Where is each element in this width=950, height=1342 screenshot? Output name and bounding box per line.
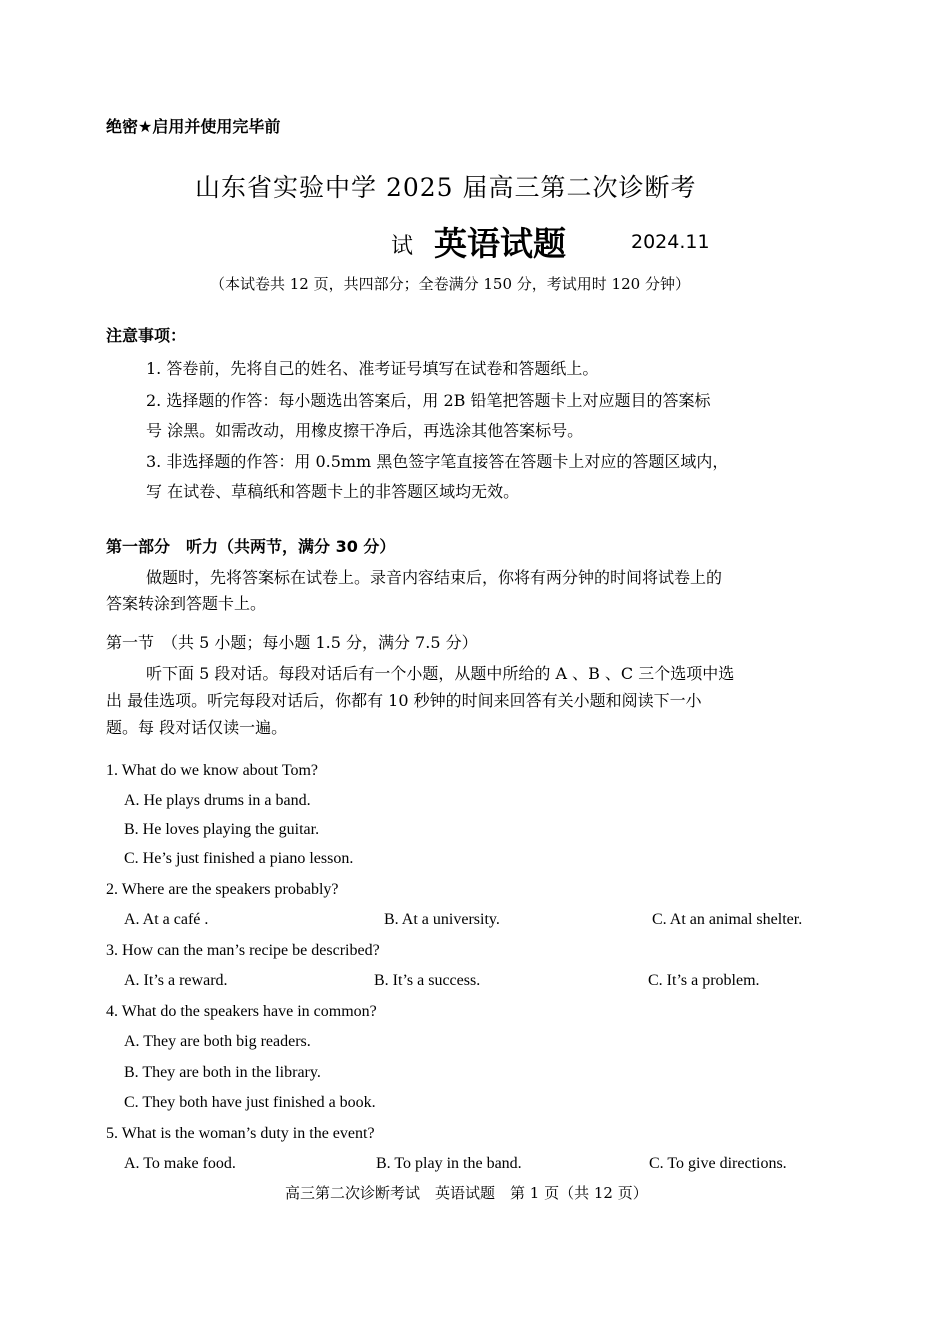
question-5-stem: 5. What is the woman’s duty in the event? <box>106 1125 375 1142</box>
notice-item-3-line1: 3. 非选择题的作答：用 0.5mm 黑色签字笔直接答在答题卡上对应的答题区域内， <box>146 452 729 471</box>
question-2-option-b: B. At a university. <box>384 911 500 928</box>
question-4-stem: 4. What do the speakers have in common? <box>106 1003 377 1020</box>
question-3-option-b: B. It’s a success. <box>374 972 481 989</box>
question-5-option-b: B. To play in the band. <box>376 1155 522 1172</box>
question-2-stem: 2. Where are the speakers probably? <box>106 881 339 898</box>
question-1-stem: 1. What do we know about Tom? <box>106 762 319 779</box>
question-1-option-c: C. He’s just finished a piano lesson. <box>124 850 354 867</box>
notice-item-2-line2: 号 涂黑。如需改动，用橡皮擦干净后，再选涂其他答案标号。 <box>146 421 584 440</box>
page-footer: 高三第二次诊断考试 英语试题 第 1 页（共 12 页） <box>285 1184 648 1202</box>
question-2-option-c: C. At an animal shelter. <box>652 911 803 928</box>
question-2-option-a: A. At a café . <box>124 911 209 928</box>
question-3-option-c: C. It’s a problem. <box>648 972 760 989</box>
notice-item-1: 1. 答卷前，先将自己的姓名、准考证号填写在试卷和答题纸上。 <box>146 359 599 378</box>
notice-heading: 注意事项： <box>106 326 187 345</box>
exam-subject-title: 英语试题 <box>434 224 566 263</box>
part1-intro-line2: 答案转涂到答题卡上。 <box>106 594 267 613</box>
part1-heading: 第一部分 听力（共两节，满分 30 分） <box>106 537 396 556</box>
question-4-option-a: A. They are both big readers. <box>124 1033 311 1050</box>
question-3-option-a: A. It’s a reward. <box>124 972 228 989</box>
notice-item-3-line2: 写 在试卷、草稿纸和答题卡上的非答题区域均无效。 <box>146 482 520 501</box>
question-4-option-c: C. They both have just finished a book. <box>124 1094 376 1111</box>
confidential-label: 绝密★启用并使用完毕前 <box>106 117 281 136</box>
question-1-option-b: B. He loves playing the guitar. <box>124 821 320 838</box>
question-4-option-b: B. They are both in the library. <box>124 1064 321 1081</box>
part1-intro-line1: 做题时，先将答案标在试卷上。录音内容结束后，你将有两分钟的时间将试卷上的 <box>146 568 723 587</box>
exam-info: （本试卷共 12 页，共四部分；全卷满分 150 分，考试用时 120 分钟） <box>210 275 690 293</box>
exam-title-line1: 山东省实验中学 2025 届高三第二次诊断考 <box>195 173 697 202</box>
section1-instruction-line1: 听下面 5 段对话。每段对话后有一个小题，从题中所给的 A 、B 、C 三个选项中选 <box>146 664 735 683</box>
notice-item-2-line1: 2. 选择题的作答：每小题选出答案后，用 2B 铅笔把答题卡上对应题目的答案标 <box>146 391 711 410</box>
section1-instruction-line3: 题。每 段对话仅读一遍。 <box>106 718 288 737</box>
section1-heading: 第一节 （共 5 小题；每小题 1.5 分，满分 7.5 分） <box>106 633 478 652</box>
exam-title-line2-prefix: 试 <box>391 234 414 259</box>
question-5-option-a: A. To make food. <box>124 1155 236 1172</box>
question-3-stem: 3. How can the man’s recipe be described? <box>106 942 380 959</box>
question-1-option-a: A. He plays drums in a band. <box>124 792 311 809</box>
section1-instruction-line2: 出 最佳选项。听完每段对话后，你都有 10 秒钟的时间来回答有关小题和阅读下一小 <box>106 691 702 710</box>
exam-date: 2024.11 <box>631 231 710 253</box>
question-5-option-c: C. To give directions. <box>649 1155 787 1172</box>
